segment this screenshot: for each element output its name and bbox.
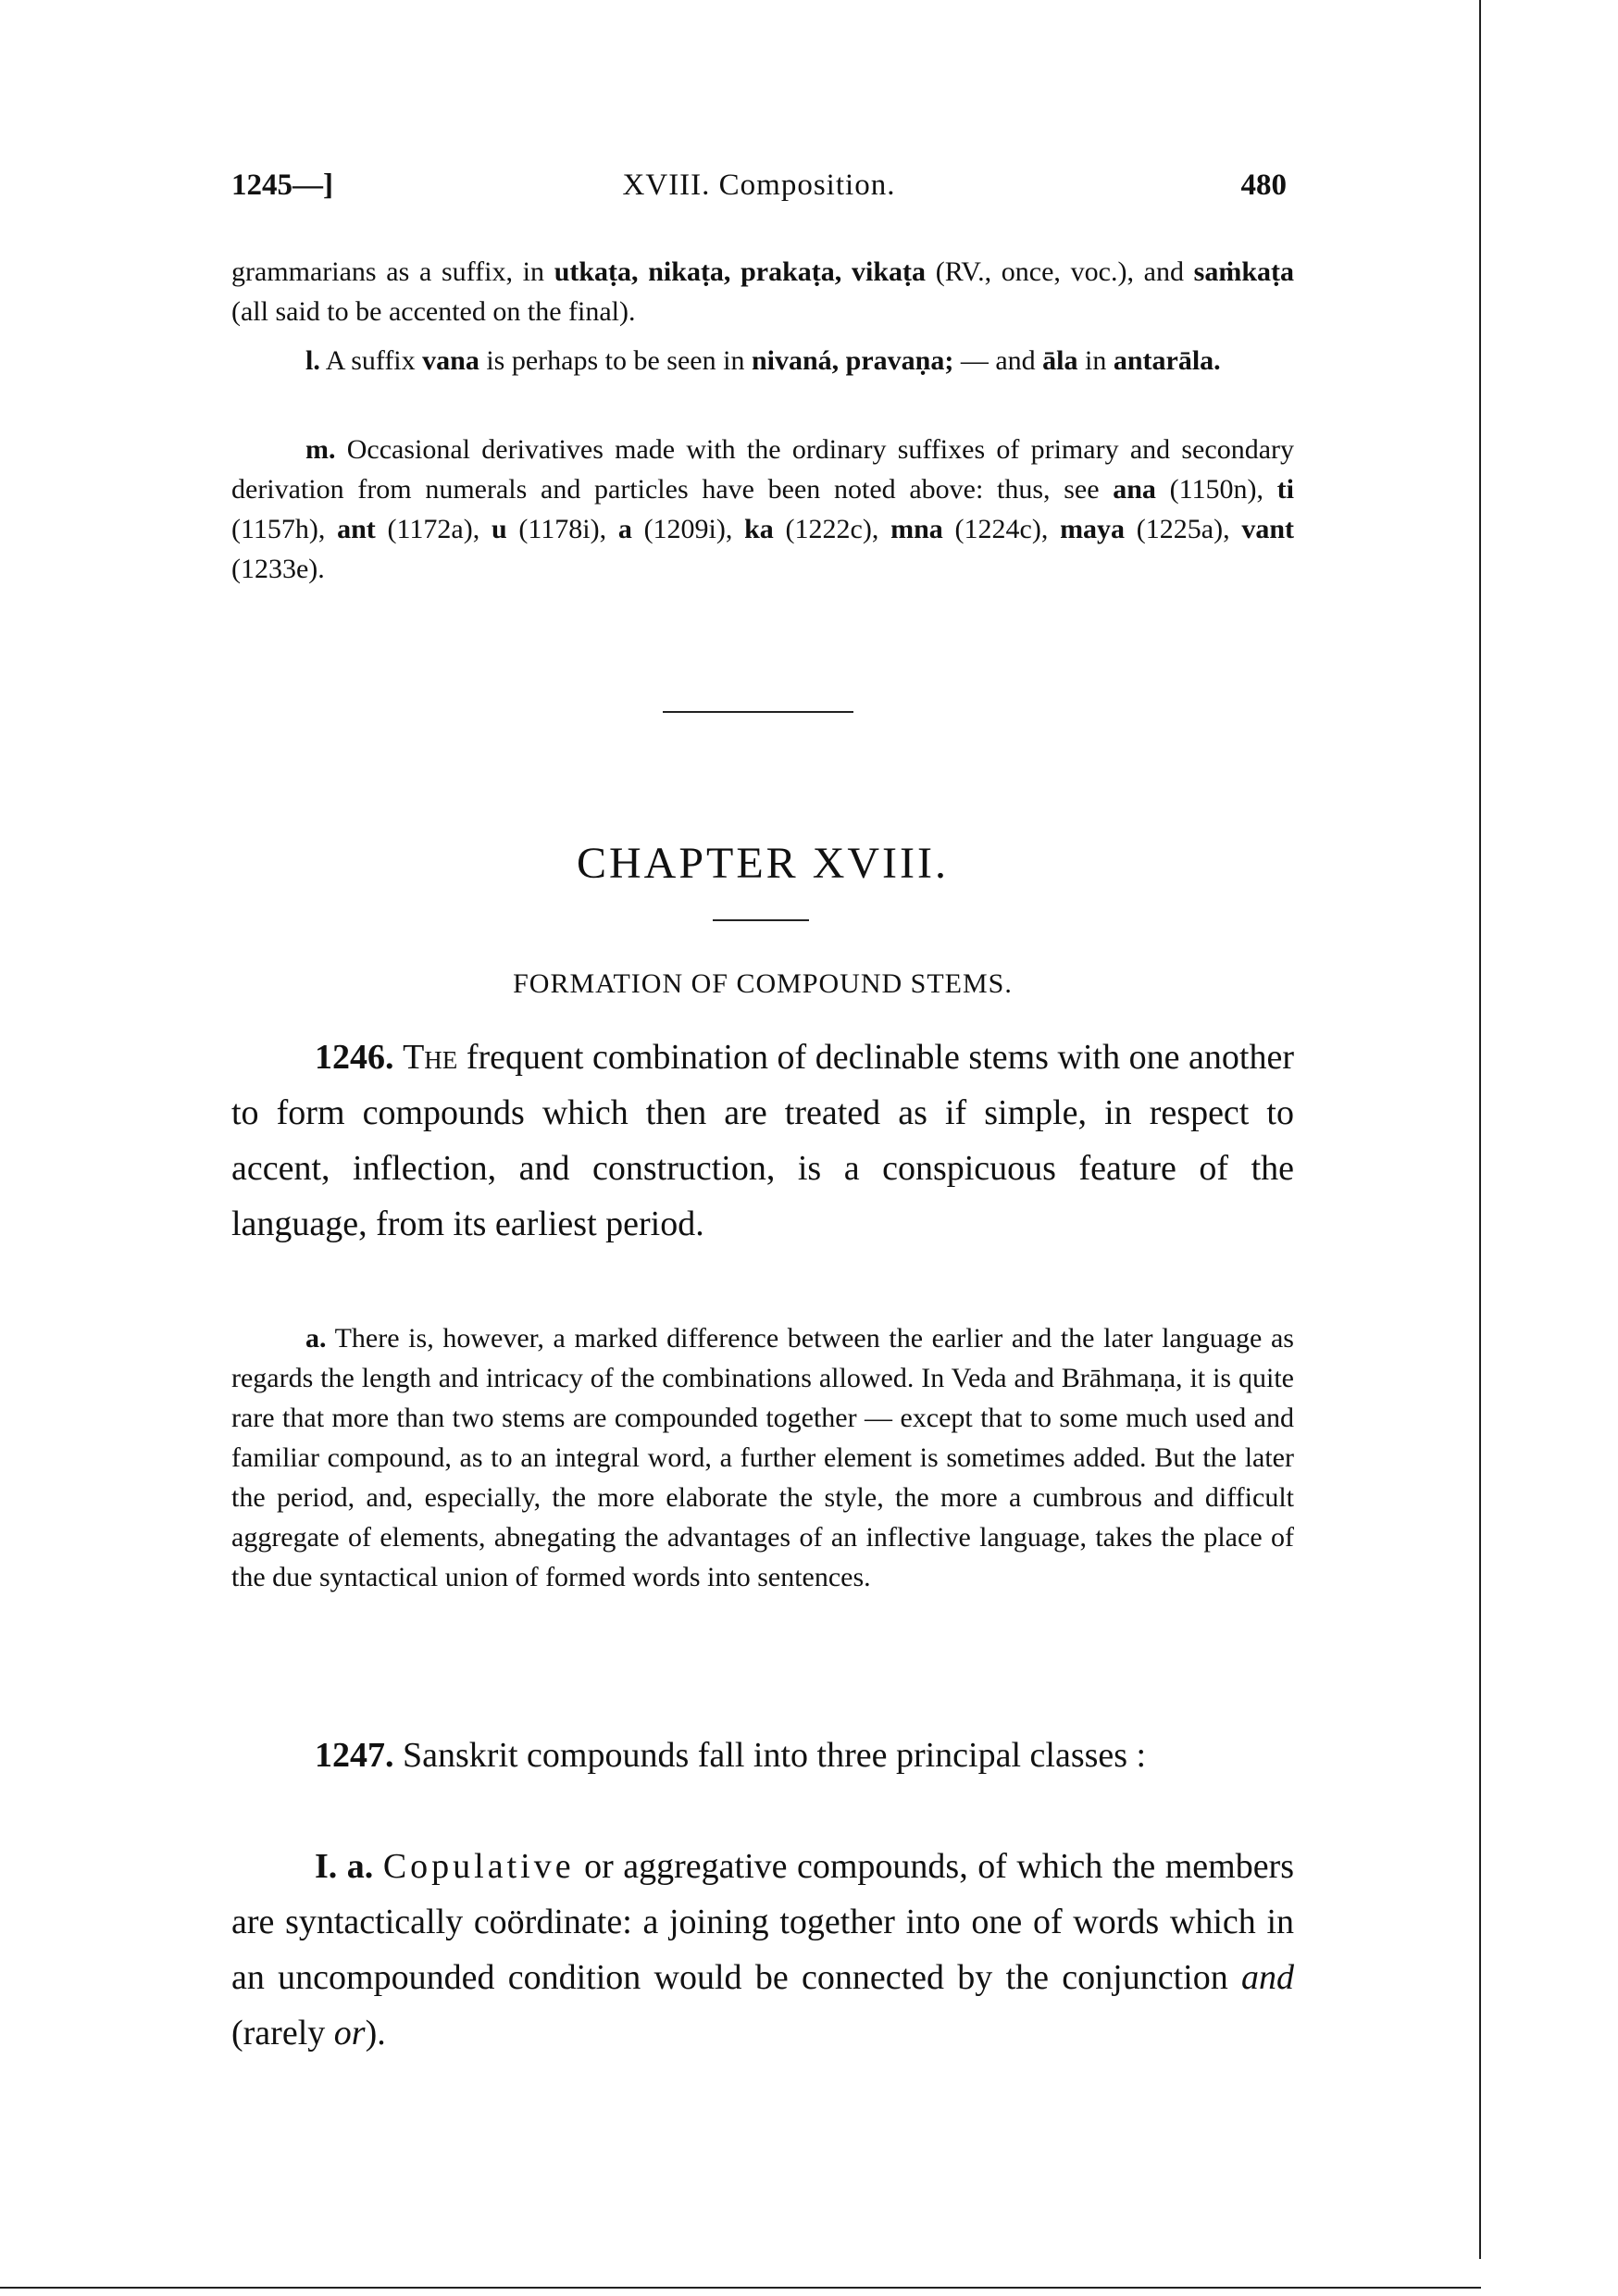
suffix-term: ant [337,514,376,544]
section-reference: (1150n), [1155,474,1277,505]
page-number: 480 [1240,168,1287,202]
section-1246 [231,1029,1294,1252]
chapter-subtitle: FORMATION OF COMPOUND STEMS. [513,968,1013,999]
section-number: 1246. [315,1038,394,1077]
section-I-a [231,1839,1294,2061]
section-divider [663,711,853,713]
page-edge-right [1479,0,1481,2259]
section-reference: (1157h), [231,514,338,544]
sanskrit-term: saṁkaṭa [1193,256,1294,287]
text: There is, however, a marked difference between the earlier and the later language as regards the length and intricacy of the combinations allowed. In Veda and Brāhmaṇa, it is quite rare that more than two stems are compounded together — except that to some much used and familiar compound, as to an integral word, a further element is sometimes added. But the later the period, and, especially, the more elaborate the style, the more a cumbrous and difficult aggregate of elements, abnegating the advantages of an inflective language, takes the place of the due syntactical union of formed words into sentences. [231,1323,1294,1592]
suffix-term: ka [744,514,774,544]
sanskrit-term: āla [1042,345,1078,376]
text: Occasional derivatives made with the ordinary suffixes of primary and secondary derivation from numerals and particles have been noted above: thus, see [231,434,1294,505]
section-reference: (1222c), [773,514,891,544]
sanskrit-term: antarāla. [1113,345,1221,376]
sanskrit-term: vana [422,345,479,376]
text: grammarians as a suffix, in [231,256,554,287]
section-reference: (1224c), [942,514,1061,544]
paragraph-continuation [231,252,1294,331]
text: in [1077,345,1114,376]
text: ). [365,2014,386,2053]
text: frequent combination of declinable stems with one another to form compounds which then are treated as if simple, in respect to accent, inflection, and construction, is a conspicuous feature of the language, from its earliest period. [231,1038,1295,1243]
section-1246a [231,1318,1294,1597]
section-reference: (1225a), [1125,514,1242,544]
suffix-term: u [491,514,507,544]
section-reference: (1209i), [631,514,745,544]
paragraph-label: l. [305,345,320,376]
section-1247 [231,1728,1294,1783]
suffix-term: a [617,514,632,544]
text: — and [953,345,1043,376]
text: (RV., once, voc.), and [926,256,1194,287]
italic-word: and [1241,1958,1294,1997]
running-head [231,168,1287,206]
paragraph-label: m. [305,434,336,465]
suffix-term: ana [1113,474,1156,505]
text: (rarely [231,2014,334,2053]
section-reference: (1233e). [231,554,325,584]
sanskrit-terms: utkaṭa, nikaṭa, prakaṭa, vikaṭa [554,256,927,287]
chapter-heading: XVIII. Composition. [622,168,896,202]
lead-word: The [403,1038,458,1077]
section-reference: (1178i), [506,514,618,544]
text: Sanskrit compounds fall into three principal classes : [393,1736,1147,1775]
section-reference: (1172a), [375,514,492,544]
sanskrit-terms: nivaná, pravaṇa; [751,345,954,376]
paragraph-l [231,341,1294,381]
page-edge-bottom [0,2287,1481,2289]
paragraph-label: a. [305,1323,327,1354]
spaced-term: Copulative [382,1847,575,1886]
italic-word: or [333,2014,366,2053]
suffix-term: mna [890,514,943,544]
suffix-term: ti [1276,474,1294,505]
paragraph-m [231,430,1294,589]
chapter-title: CHAPTER XVIII. [577,839,949,888]
suffix-term: maya [1060,514,1126,544]
chapter-title-rule [713,919,809,921]
text: A suffix [319,345,423,376]
paragraph-label: I. a. [315,1847,374,1886]
section-number: 1247. [315,1736,394,1775]
text: or aggregative compounds, of which the members are syntactically coördinate: a joining together into one of words which in an uncompounded condition would be connected by the conjunction [231,1847,1295,1997]
suffix-term: vant [1241,514,1295,544]
text: (all said to be accented on the final). [231,296,636,327]
section-ref: 1245—] [231,168,333,202]
text: is perhaps to be seen in [479,345,752,376]
